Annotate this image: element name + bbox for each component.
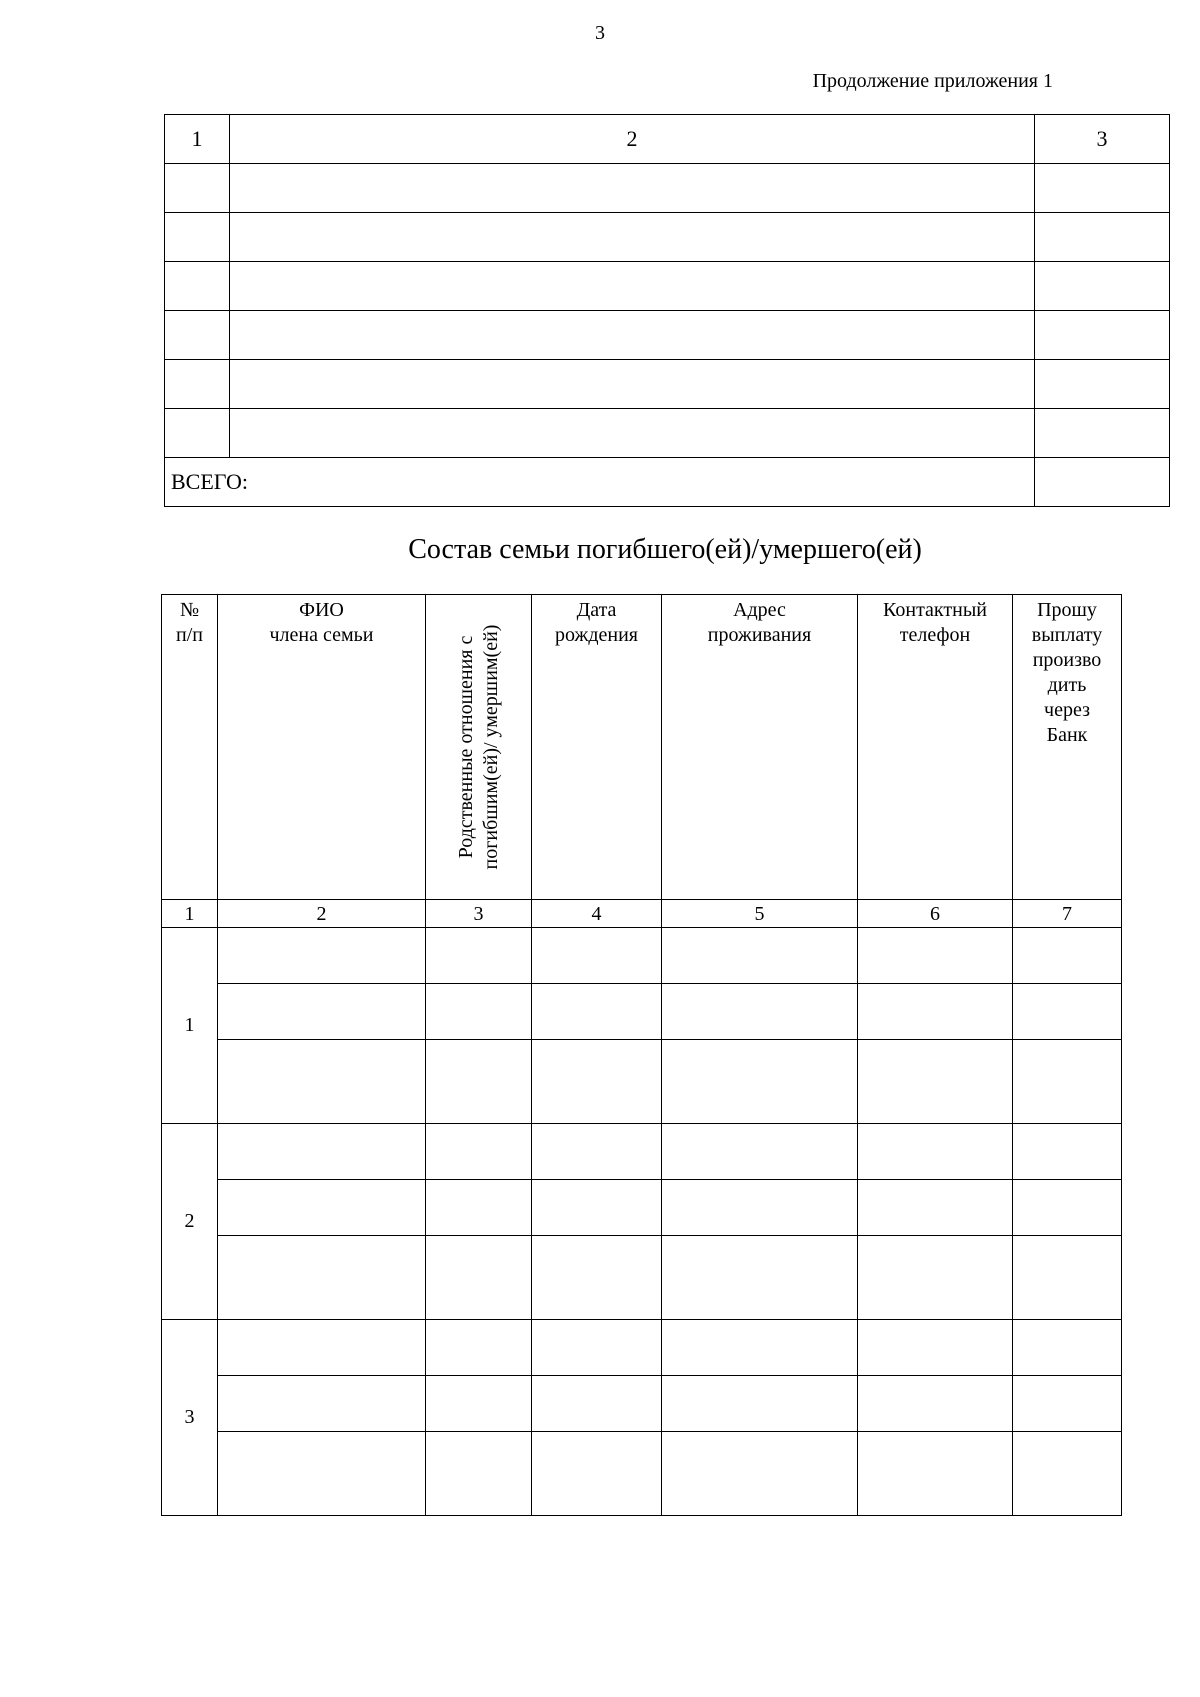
table-cell[interactable] (858, 1320, 1013, 1376)
table-row (162, 1320, 1122, 1376)
table-cell[interactable] (532, 1432, 662, 1516)
continuation-table (164, 114, 1170, 507)
table-header-row (162, 595, 1122, 900)
column-header-relationship: Родственные отношения с погибшим(ей)/ умершим(ей) (426, 595, 532, 900)
table-cell[interactable] (230, 213, 1035, 262)
table-row (165, 311, 1170, 360)
table-cell[interactable] (230, 262, 1035, 311)
column-header-number: № п/п (162, 595, 218, 900)
table-cell[interactable] (426, 984, 532, 1040)
table-cell[interactable] (426, 1124, 532, 1180)
table-cell[interactable] (1013, 984, 1122, 1040)
table-cell[interactable] (532, 984, 662, 1040)
row-group-number: 3 (162, 1320, 218, 1516)
table-cell[interactable] (1035, 262, 1170, 311)
column-number: 1 (162, 900, 218, 928)
table-cell[interactable] (662, 1040, 858, 1124)
table-row (162, 1432, 1122, 1516)
table-cell[interactable] (165, 213, 230, 262)
table-cell[interactable] (858, 984, 1013, 1040)
table-cell[interactable] (1035, 164, 1170, 213)
total-value-cell[interactable] (1035, 458, 1170, 507)
table-cell[interactable] (230, 311, 1035, 360)
table-cell[interactable] (218, 1180, 426, 1236)
table-cell[interactable] (662, 1376, 858, 1432)
column-number: 6 (858, 900, 1013, 928)
column-header-phone: Контактный телефон (858, 595, 1013, 900)
table-cell[interactable] (1013, 1180, 1122, 1236)
table-cell[interactable] (662, 1180, 858, 1236)
table-cell[interactable] (662, 984, 858, 1040)
table-cell[interactable] (426, 1040, 532, 1124)
column-header-bank-payment: Прошу выплату произво дить через Банк (1013, 595, 1122, 900)
column-number-row (162, 900, 1122, 928)
table-cell[interactable] (1013, 1236, 1122, 1320)
table-cell[interactable] (662, 1124, 858, 1180)
table-cell[interactable] (532, 1320, 662, 1376)
table-cell[interactable] (1013, 1320, 1122, 1376)
table-cell[interactable] (532, 1040, 662, 1124)
table-cell[interactable] (1013, 1376, 1122, 1432)
total-label: ВСЕГО: (165, 458, 1035, 507)
row-group-number: 2 (162, 1124, 218, 1320)
column-header-address: Адрес проживания (662, 595, 858, 900)
table-cell[interactable] (858, 928, 1013, 984)
table-cell[interactable] (1013, 928, 1122, 984)
table-cell[interactable] (532, 928, 662, 984)
column-number: 4 (532, 900, 662, 928)
table-cell[interactable] (165, 164, 230, 213)
table-cell[interactable] (532, 1236, 662, 1320)
table-row (162, 928, 1122, 984)
table-cell[interactable] (426, 1320, 532, 1376)
column-number: 7 (1013, 900, 1122, 928)
table-cell[interactable] (218, 1432, 426, 1516)
page-number: 3 (595, 22, 605, 44)
appendix-continuation-label: Продолжение приложения 1 (812, 70, 1053, 92)
table-cell[interactable] (230, 164, 1035, 213)
column-number: 3 (1035, 115, 1170, 164)
table-cell[interactable] (1035, 311, 1170, 360)
table-cell[interactable] (426, 928, 532, 984)
table-row (162, 1040, 1122, 1124)
total-row (165, 458, 1170, 507)
table-row (162, 984, 1122, 1040)
table-cell[interactable] (532, 1180, 662, 1236)
table-row (162, 1124, 1122, 1180)
table-cell[interactable] (218, 1040, 426, 1124)
table-cell[interactable] (165, 311, 230, 360)
table-cell[interactable] (230, 360, 1035, 409)
table-cell[interactable] (218, 1124, 426, 1180)
table-cell[interactable] (1035, 213, 1170, 262)
table-cell[interactable] (165, 262, 230, 311)
table-cell[interactable] (662, 1432, 858, 1516)
table-row (162, 1180, 1122, 1236)
table-cell[interactable] (218, 1320, 426, 1376)
table-cell[interactable] (218, 928, 426, 984)
table-cell[interactable] (1013, 1040, 1122, 1124)
table-cell[interactable] (230, 409, 1035, 458)
table-row (162, 1236, 1122, 1320)
table-cell[interactable] (532, 1124, 662, 1180)
column-number: 3 (426, 900, 532, 928)
table-cell[interactable] (426, 1376, 532, 1432)
table-cell[interactable] (532, 1376, 662, 1432)
table-header-row (165, 115, 1170, 164)
column-number: 2 (230, 115, 1035, 164)
table-cell[interactable] (858, 1236, 1013, 1320)
table-cell[interactable] (426, 1180, 532, 1236)
table-cell[interactable] (858, 1040, 1013, 1124)
table-cell[interactable] (165, 360, 230, 409)
family-composition-table (161, 594, 1122, 1516)
table-cell[interactable] (1035, 360, 1170, 409)
table-row (165, 360, 1170, 409)
table-cell[interactable] (1013, 1124, 1122, 1180)
table-cell[interactable] (662, 1236, 858, 1320)
row-group-number: 1 (162, 928, 218, 1124)
table-cell[interactable] (218, 984, 426, 1040)
table-cell[interactable] (858, 1180, 1013, 1236)
table-cell[interactable] (662, 928, 858, 984)
table-cell[interactable] (426, 1236, 532, 1320)
table-row (165, 213, 1170, 262)
table-cell[interactable] (218, 1376, 426, 1432)
table-cell[interactable] (1013, 1432, 1122, 1516)
table-row (165, 164, 1170, 213)
table-cell[interactable] (662, 1320, 858, 1376)
column-number: 1 (165, 115, 230, 164)
table-cell[interactable] (165, 409, 230, 458)
table-cell[interactable] (858, 1124, 1013, 1180)
table-cell[interactable] (858, 1376, 1013, 1432)
section-title: Состав семьи погибшего(ей)/умершего(ей) (408, 534, 922, 565)
table-cell[interactable] (218, 1236, 426, 1320)
column-header-birth-date: Дата рождения (532, 595, 662, 900)
table-cell[interactable] (426, 1432, 532, 1516)
table-cell[interactable] (1035, 409, 1170, 458)
table-row (165, 262, 1170, 311)
table-cell[interactable] (858, 1432, 1013, 1516)
column-number: 5 (662, 900, 858, 928)
table-row (165, 409, 1170, 458)
table-row (162, 1376, 1122, 1432)
column-number: 2 (218, 900, 426, 928)
column-header-name: ФИО члена семьи (218, 595, 426, 900)
